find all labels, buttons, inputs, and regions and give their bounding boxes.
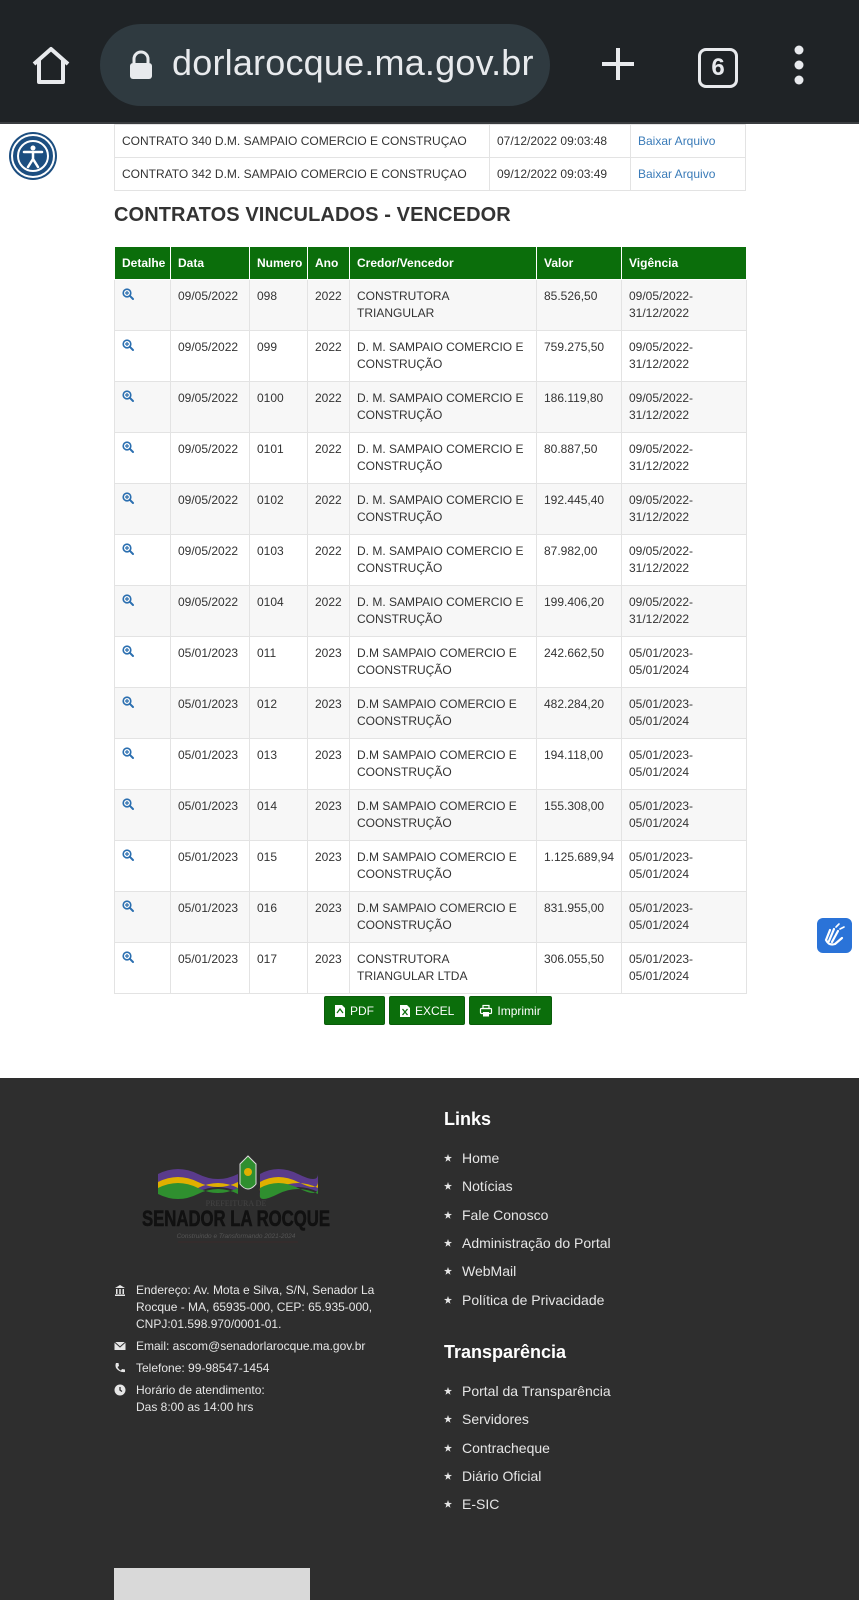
magnifier-plus-icon[interactable] xyxy=(122,288,134,300)
number-cell: 0100 xyxy=(250,382,308,433)
detail-cell[interactable] xyxy=(115,739,171,790)
validity-end: 05/01/2024 xyxy=(629,714,690,728)
validity-end: 05/01/2024 xyxy=(629,918,690,932)
footer-link[interactable] xyxy=(444,1257,611,1285)
transparency-link-label: Contracheque xyxy=(462,1439,550,1456)
number-cell: 015 xyxy=(250,841,308,892)
validity-start: 05/01/2023- xyxy=(629,646,694,660)
table-row xyxy=(115,484,747,535)
star-icon xyxy=(444,1182,452,1190)
detail-cell[interactable] xyxy=(115,535,171,586)
footer-link-label: Política de Privacidade xyxy=(462,1291,605,1308)
magnifier-plus-icon[interactable] xyxy=(122,441,134,453)
pdf-file-icon xyxy=(335,1005,345,1017)
footer-link-label: Home xyxy=(462,1150,500,1167)
year-cell: 2023 xyxy=(308,841,350,892)
attachment-date: 09/12/2022 09:03:49 xyxy=(490,158,631,191)
number-cell: 017 xyxy=(250,943,308,994)
transparency-link-label: Portal da Transparência xyxy=(462,1383,611,1400)
number-cell: 099 xyxy=(250,331,308,382)
date-cell: 05/01/2023 xyxy=(171,943,250,994)
phone-text[interactable]: Telefone: 99-98547-1454 xyxy=(136,1361,270,1375)
validity-end: 05/01/2024 xyxy=(629,867,690,881)
star-icon xyxy=(444,1415,452,1423)
validity-end: 31/12/2022 xyxy=(629,510,690,524)
city-logo xyxy=(138,1152,334,1252)
number-cell: 0104 xyxy=(250,586,308,637)
number-cell: 013 xyxy=(250,739,308,790)
print-button-label: Imprimir xyxy=(497,1003,541,1018)
value-cell: 192.445,40 xyxy=(537,484,622,535)
validity-start: 05/01/2023- xyxy=(629,901,694,915)
pdf-button[interactable] xyxy=(324,996,385,1025)
creditor-cell: D. M. SAMPAIO COMERCIO E CONSTRUÇÃO xyxy=(350,382,537,433)
value-cell: 194.118,00 xyxy=(537,739,622,790)
date-cell: 09/05/2022 xyxy=(171,433,250,484)
table-row xyxy=(115,382,747,433)
attachment-name: CONTRATO 340 D.M. SAMPAIO COMERCIO E CONSTRUÇAO xyxy=(115,125,490,158)
value-cell: 87.982,00 xyxy=(537,535,622,586)
detail-cell[interactable] xyxy=(115,688,171,739)
date-cell: 05/01/2023 xyxy=(171,637,250,688)
detail-cell[interactable] xyxy=(115,382,171,433)
value-cell: 482.284,20 xyxy=(537,688,622,739)
export-toolbar xyxy=(324,996,552,1025)
date-cell: 09/05/2022 xyxy=(171,586,250,637)
magnifier-plus-icon[interactable] xyxy=(122,594,134,606)
value-cell: 80.887,50 xyxy=(537,433,622,484)
detail-cell[interactable] xyxy=(115,433,171,484)
table-row xyxy=(115,739,747,790)
table-row xyxy=(115,535,747,586)
creditor-cell: D.M SAMPAIO COMERCIO E COONSTRUÇÃO xyxy=(350,688,537,739)
detail-cell[interactable] xyxy=(115,892,171,943)
validity-cell xyxy=(622,382,747,433)
home-icon[interactable] xyxy=(30,44,72,86)
column-header[interactable]: Credor/Vencedor xyxy=(350,247,537,280)
creditor-cell: CONSTRUTORA TRIANGULAR xyxy=(350,280,537,331)
contracts-table xyxy=(114,246,747,994)
year-cell: 2023 xyxy=(308,790,350,841)
transparency-link[interactable] xyxy=(444,1377,611,1405)
validity-cell xyxy=(622,484,747,535)
creditor-cell: D.M SAMPAIO COMERCIO E COONSTRUÇÃO xyxy=(350,892,537,943)
browser-toolbar xyxy=(0,0,859,124)
creditor-cell: D.M SAMPAIO COMERCIO E COONSTRUÇÃO xyxy=(350,637,537,688)
links-list xyxy=(444,1144,611,1314)
footer-link-label: Notícias xyxy=(462,1178,513,1195)
date-cell: 09/05/2022 xyxy=(171,382,250,433)
validity-end: 05/01/2024 xyxy=(629,765,690,779)
validity-start: 05/01/2023- xyxy=(629,952,694,966)
logo-top-text: PREFEITURA DE xyxy=(205,1199,267,1208)
footer-widget-placeholder xyxy=(114,1568,310,1600)
star-icon xyxy=(444,1267,452,1275)
attachment-name: CONTRATO 342 D.M. SAMPAIO COMERCIO E CONSTRUÇAO xyxy=(115,158,490,191)
validity-start: 05/01/2023- xyxy=(629,799,694,813)
validity-end: 05/01/2024 xyxy=(629,969,690,983)
column-header[interactable]: Numero xyxy=(250,247,308,280)
magnifier-plus-icon[interactable] xyxy=(122,390,134,402)
magnifier-plus-icon[interactable] xyxy=(122,492,134,504)
validity-cell xyxy=(622,433,747,484)
creditor-cell: CONSTRUTORA TRIANGULAR LTDA xyxy=(350,943,537,994)
section-title: CONTRATOS VINCULADOS - VENCEDOR xyxy=(114,204,511,226)
validity-cell xyxy=(622,739,747,790)
attachment-row xyxy=(115,158,746,191)
table-row xyxy=(115,280,747,331)
creditor-cell: D.M SAMPAIO COMERCIO E COONSTRUÇÃO xyxy=(350,739,537,790)
hours-label: Horário de atendimento: xyxy=(136,1383,265,1397)
table-row xyxy=(115,892,747,943)
table-row xyxy=(115,841,747,892)
magnifier-plus-icon[interactable] xyxy=(122,798,134,810)
accessibility-icon xyxy=(13,136,53,176)
validity-start: 05/01/2023- xyxy=(629,748,694,762)
envelope-icon xyxy=(114,1338,126,1352)
number-cell: 016 xyxy=(250,892,308,943)
email-text[interactable]: Email: ascom@senadorlarocque.ma.gov.br xyxy=(136,1339,366,1353)
printer-icon xyxy=(480,1005,492,1017)
creditor-cell: D. M. SAMPAIO COMERCIO E CONSTRUÇÃO xyxy=(350,535,537,586)
new-tab-icon[interactable] xyxy=(598,44,638,84)
validity-start: 05/01/2023- xyxy=(629,697,694,711)
transparency-title: Transparência xyxy=(444,1342,567,1362)
attachment-date: 07/12/2022 09:03:48 xyxy=(490,125,631,158)
footer-link[interactable] xyxy=(444,1229,611,1257)
year-cell: 2023 xyxy=(308,739,350,790)
excel-button[interactable] xyxy=(389,996,465,1025)
magnifier-plus-icon[interactable] xyxy=(122,747,134,759)
date-cell: 09/05/2022 xyxy=(171,280,250,331)
date-cell: 05/01/2023 xyxy=(171,688,250,739)
validity-cell xyxy=(622,943,747,994)
menu-icon[interactable] xyxy=(792,44,806,86)
footer-link-label: Fale Conosco xyxy=(462,1206,549,1223)
magnifier-plus-icon[interactable] xyxy=(122,900,134,912)
table-row xyxy=(115,637,747,688)
star-icon xyxy=(444,1239,452,1247)
contact-info xyxy=(114,1282,384,1421)
value-cell: 155.308,00 xyxy=(537,790,622,841)
validity-end: 31/12/2022 xyxy=(629,357,690,371)
date-cell: 05/01/2023 xyxy=(171,790,250,841)
links-title: Links xyxy=(444,1109,492,1129)
validity-end: 31/12/2022 xyxy=(629,561,690,575)
magnifier-plus-icon[interactable] xyxy=(122,645,134,657)
libras-button[interactable] xyxy=(817,918,852,953)
creditor-cell: D. M. SAMPAIO COMERCIO E CONSTRUÇÃO xyxy=(350,586,537,637)
number-cell: 012 xyxy=(250,688,308,739)
year-cell: 2023 xyxy=(308,892,350,943)
phone-icon xyxy=(114,1360,126,1374)
validity-end: 31/12/2022 xyxy=(629,612,690,626)
validity-start: 09/05/2022- xyxy=(629,340,694,354)
print-button[interactable] xyxy=(469,996,551,1025)
site-footer xyxy=(0,1078,859,1600)
logo-slogan-text: Construindo e Transformando 2021-2024 xyxy=(176,1233,296,1240)
value-cell: 759.275,50 xyxy=(537,331,622,382)
number-cell: 0102 xyxy=(250,484,308,535)
address-bar[interactable] xyxy=(100,24,550,106)
creditor-cell: D. M. SAMPAIO COMERCIO E CONSTRUÇÃO xyxy=(350,484,537,535)
validity-start: 09/05/2022- xyxy=(629,493,694,507)
year-cell: 2022 xyxy=(308,433,350,484)
lock-icon xyxy=(128,50,154,80)
validity-start: 09/05/2022- xyxy=(629,391,694,405)
bank-icon xyxy=(114,1282,126,1296)
transparency-link-label: E-SIC xyxy=(462,1496,500,1513)
value-cell: 1.125.689,94 xyxy=(537,841,622,892)
year-cell: 2022 xyxy=(308,484,350,535)
value-cell: 242.662,50 xyxy=(537,637,622,688)
footer-link[interactable] xyxy=(444,1285,611,1313)
excel-button-label: EXCEL xyxy=(415,1003,455,1018)
magnifier-plus-icon[interactable] xyxy=(122,849,134,861)
attachments-table xyxy=(114,124,746,191)
date-cell: 05/01/2023 xyxy=(171,841,250,892)
pdf-button-label: PDF xyxy=(350,1003,374,1018)
validity-start: 09/05/2022- xyxy=(629,289,694,303)
detail-cell[interactable] xyxy=(115,841,171,892)
creditor-cell: D.M SAMPAIO COMERCIO E COONSTRUÇÃO xyxy=(350,841,537,892)
validity-cell xyxy=(622,790,747,841)
detail-cell[interactable] xyxy=(115,280,171,331)
value-cell: 85.526,50 xyxy=(537,280,622,331)
date-cell: 05/01/2023 xyxy=(171,892,250,943)
sign-language-icon xyxy=(817,918,852,953)
star-icon xyxy=(444,1444,452,1452)
validity-start: 09/05/2022- xyxy=(629,595,694,609)
year-cell: 2022 xyxy=(308,280,350,331)
column-header[interactable]: Vigência xyxy=(622,247,747,280)
creditor-cell: D. M. SAMPAIO COMERCIO E CONSTRUÇÃO xyxy=(350,331,537,382)
year-cell: 2022 xyxy=(308,382,350,433)
attachment-row xyxy=(115,125,746,158)
star-icon xyxy=(444,1154,452,1162)
year-cell: 2022 xyxy=(308,586,350,637)
star-icon xyxy=(444,1296,452,1304)
validity-cell xyxy=(622,688,747,739)
footer-link-label: Administração do Portal xyxy=(462,1235,611,1252)
validity-start: 05/01/2023- xyxy=(629,850,694,864)
year-cell: 2022 xyxy=(308,331,350,382)
table-row xyxy=(115,790,747,841)
transparency-list xyxy=(444,1377,611,1518)
table-header-row xyxy=(115,247,747,280)
validity-cell xyxy=(622,331,747,382)
table-row xyxy=(115,331,747,382)
logo-name-text: SENADOR LA ROCQUE xyxy=(142,1206,330,1231)
validity-end: 05/01/2024 xyxy=(629,816,690,830)
transparency-link[interactable] xyxy=(444,1490,611,1518)
column-header[interactable]: Data xyxy=(171,247,250,280)
validity-cell xyxy=(622,841,747,892)
transparency-link[interactable] xyxy=(444,1434,611,1462)
detail-cell[interactable] xyxy=(115,331,171,382)
column-header[interactable]: Detalhe xyxy=(115,247,171,280)
table-row xyxy=(115,943,747,994)
date-cell: 09/05/2022 xyxy=(171,535,250,586)
validity-cell xyxy=(622,535,747,586)
excel-file-icon xyxy=(400,1005,410,1017)
star-icon xyxy=(444,1387,452,1395)
year-cell: 2023 xyxy=(308,688,350,739)
footer-link[interactable] xyxy=(444,1201,611,1229)
download-link[interactable]: Baixar Arquivo xyxy=(631,125,746,158)
value-cell: 831.955,00 xyxy=(537,892,622,943)
footer-link[interactable] xyxy=(444,1144,611,1172)
value-cell: 186.119,80 xyxy=(537,382,622,433)
url-text: dorlarocque.ma.gov.br xyxy=(172,42,534,83)
validity-end: 31/12/2022 xyxy=(629,408,690,422)
footer-link-label: WebMail xyxy=(462,1263,517,1280)
year-cell: 2023 xyxy=(308,637,350,688)
validity-cell xyxy=(622,586,747,637)
table-row xyxy=(115,688,747,739)
date-cell: 05/01/2023 xyxy=(171,739,250,790)
creditor-cell: D. M. SAMPAIO COMERCIO E CONSTRUÇÃO xyxy=(350,433,537,484)
detail-cell[interactable] xyxy=(115,790,171,841)
accessibility-button[interactable] xyxy=(11,134,55,178)
download-link[interactable]: Baixar Arquivo xyxy=(631,158,746,191)
date-cell: 09/05/2022 xyxy=(171,484,250,535)
clock-icon xyxy=(114,1382,126,1396)
hours-text xyxy=(136,1382,265,1416)
footer-link[interactable] xyxy=(444,1172,611,1200)
validity-start: 09/05/2022- xyxy=(629,442,694,456)
magnifier-plus-icon[interactable] xyxy=(122,543,134,555)
year-cell: 2023 xyxy=(308,943,350,994)
hours-value: Das 8:00 as 14:00 hrs xyxy=(136,1400,254,1414)
table-row xyxy=(115,586,747,637)
date-cell: 09/05/2022 xyxy=(171,331,250,382)
validity-end: 05/01/2024 xyxy=(629,663,690,677)
table-row xyxy=(115,433,747,484)
magnifier-plus-icon[interactable] xyxy=(122,951,134,963)
validity-start: 09/05/2022- xyxy=(629,544,694,558)
detail-cell[interactable] xyxy=(115,586,171,637)
tab-switcher-button[interactable]: 6 xyxy=(698,48,738,88)
validity-cell xyxy=(622,892,747,943)
value-cell: 199.406,20 xyxy=(537,586,622,637)
transparency-link-label: Servidores xyxy=(462,1411,529,1428)
magnifier-plus-icon[interactable] xyxy=(122,696,134,708)
column-header[interactable]: Ano xyxy=(308,247,350,280)
number-cell: 0103 xyxy=(250,535,308,586)
value-cell: 306.055,50 xyxy=(537,943,622,994)
detail-cell[interactable] xyxy=(115,484,171,535)
creditor-cell: D.M SAMPAIO COMERCIO E COONSTRUÇÃO xyxy=(350,790,537,841)
transparency-link[interactable] xyxy=(444,1405,611,1433)
number-cell: 014 xyxy=(250,790,308,841)
detail-cell[interactable] xyxy=(115,637,171,688)
number-cell: 098 xyxy=(250,280,308,331)
star-icon xyxy=(444,1500,452,1508)
column-header[interactable]: Valor xyxy=(537,247,622,280)
transparency-link-label: Diário Oficial xyxy=(462,1468,542,1485)
validity-end: 31/12/2022 xyxy=(629,306,690,320)
number-cell: 0101 xyxy=(250,433,308,484)
address-text: Endereço: Av. Mota e Silva, S/N, Senador La Rocque - MA, 65935-000, CEP: 65.935-000, CNPJ:01.598.970/0001-01. xyxy=(136,1283,375,1331)
magnifier-plus-icon[interactable] xyxy=(122,339,134,351)
validity-cell xyxy=(622,280,747,331)
validity-cell xyxy=(622,637,747,688)
transparency-link[interactable] xyxy=(444,1462,611,1490)
star-icon xyxy=(444,1472,452,1480)
number-cell: 011 xyxy=(250,637,308,688)
year-cell: 2022 xyxy=(308,535,350,586)
validity-end: 31/12/2022 xyxy=(629,459,690,473)
star-icon xyxy=(444,1211,452,1219)
detail-cell[interactable] xyxy=(115,943,171,994)
